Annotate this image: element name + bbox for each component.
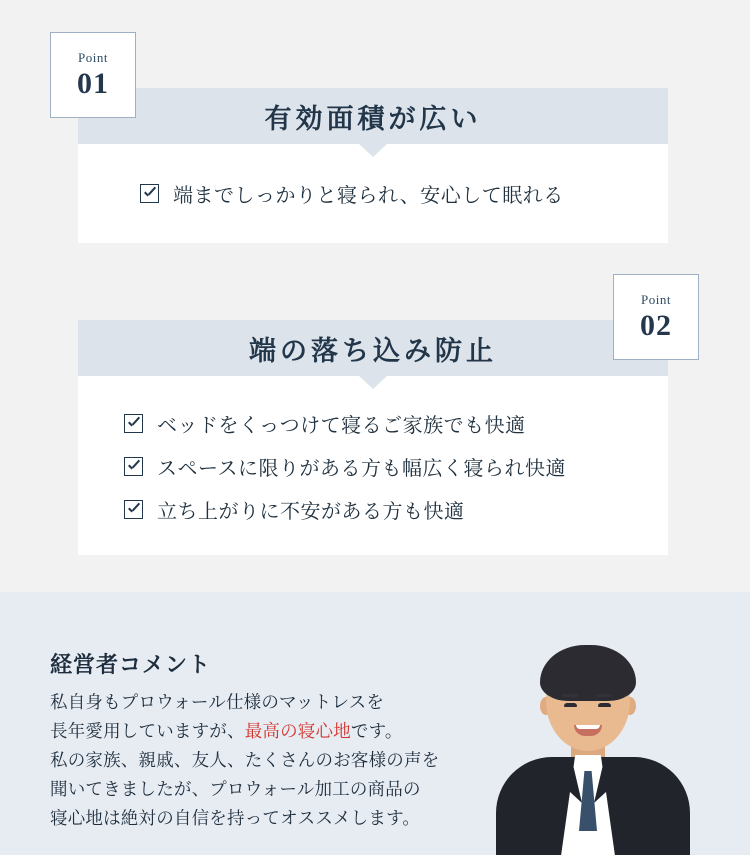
person-eye-left [564,703,577,707]
check-icon [124,500,143,519]
owner-photo [478,645,708,855]
owner-comment-section [0,592,750,855]
point-panel-02-header [78,320,668,376]
comment-line-2-highlight: 最高の寝心地 [244,721,351,741]
point-panel-02-body [78,376,668,555]
point-panel-02-title: 端の落ち込み防止 [249,335,497,366]
comment-line-4: 聞いてきましたが、プロウォール加工の商品の [50,779,421,799]
list-item [124,402,668,445]
comment-line-2-before: 長年愛用していますが、 [50,721,245,741]
point-panel-01-body [78,144,668,243]
point-panel-01-header [78,88,668,144]
list-item-label: 立ち上がりに不安がある方も快適 [157,501,465,523]
comment-line-1: 私自身もプロウォール仕様のマットレスを [50,692,385,712]
list-item [124,445,668,488]
comment-line-3: 私の家族、親戚、友人、たくさんのお客様の声を [50,750,440,770]
list-item [124,488,668,531]
comment-line-2-after: です。 [350,721,403,741]
person-eyebrow-right [596,694,612,697]
check-icon [124,414,143,433]
list-item-label: 端までしっかりと寝られ、安心して眠れる [173,185,564,207]
point-badge-02-number: 02 [640,309,672,342]
comment-line-2 [50,717,439,746]
check-icon [124,457,143,476]
point-panel-01-title: 有効面積が広い [264,103,482,134]
comment-line-5: 寝心地は絶対の自信を持ってオススメします。 [50,808,421,828]
person-eye-right [598,703,611,707]
person-hair [540,645,636,701]
list-item-label: ベッドをくっつけて寝るご家族でも快適 [157,415,526,437]
point-badge-01 [50,32,136,118]
point-badge-02-label: Point [641,292,671,307]
point-badge-01-label: Point [78,50,108,65]
point-badge-01-number: 01 [77,67,109,100]
owner-comment-title: 経営者コメント [50,652,212,677]
owner-comment-body [50,688,439,833]
point-panel-02 [78,320,668,555]
point-panel-01 [78,88,668,243]
list-item [140,174,668,213]
check-icon [140,184,159,203]
person-eyebrow-left [562,694,578,697]
point-badge-02 [613,274,699,360]
list-item-label: スペースに限りがある方も幅広く寝られ快適 [157,458,566,480]
